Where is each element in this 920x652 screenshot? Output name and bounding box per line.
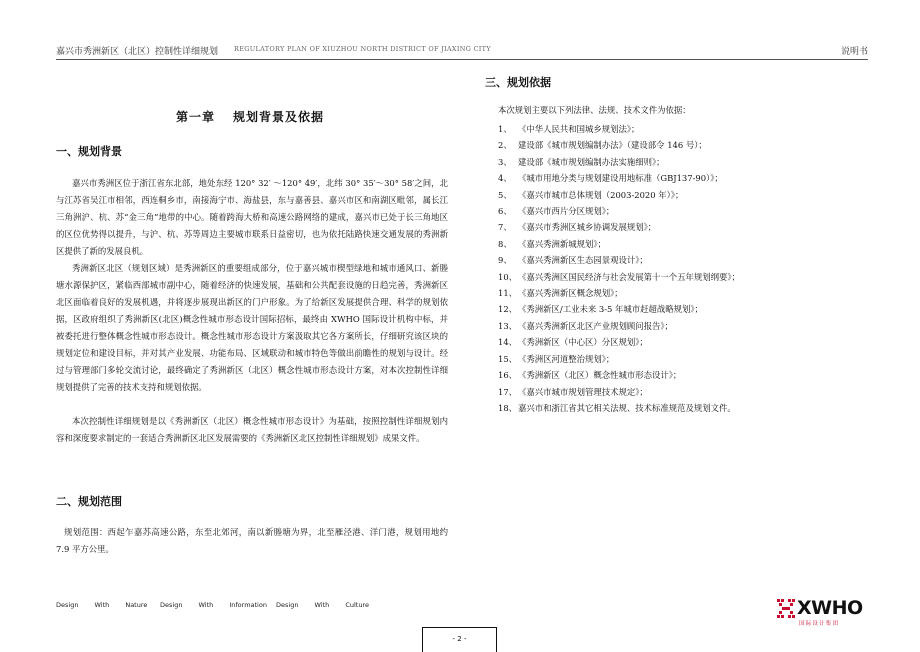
page-header xyxy=(56,44,868,58)
logo-subtitle: 国际设计集团 xyxy=(799,621,840,627)
footer-slogan-nature: Design With Nature xyxy=(56,601,148,609)
basis-item-text: 嘉兴市和浙江省其它相关法规、技术标准规范及规划文件。 xyxy=(518,402,736,413)
basis-item-number: 3、 xyxy=(498,156,512,167)
basis-item-number: 18、 xyxy=(498,402,518,413)
basis-list-item xyxy=(498,269,858,285)
header-title-en: REGULATORY PLAN OF XIUZHOU NORTH DISTRICT OF JIAXING CITY xyxy=(234,45,491,53)
basis-item-number: 6、 xyxy=(498,206,512,217)
basis-item-text: 建设部《城市规划编制办法实施细则》； xyxy=(518,156,665,167)
basis-item-number: 9、 xyxy=(498,255,512,266)
basis-item-text: 《嘉兴市西片分区规划》； xyxy=(518,206,615,217)
basis-item-text: 《秀洲新区（中心区）分区规划》； xyxy=(518,337,648,348)
basis-item-text: 《嘉兴秀洲新区概念规划》； xyxy=(518,288,623,299)
basis-list-item xyxy=(498,170,858,186)
basis-list-item xyxy=(498,384,858,400)
basis-list xyxy=(498,121,858,416)
chapter-heading xyxy=(176,108,324,125)
basis-list-item xyxy=(498,318,858,334)
basis-list-item xyxy=(498,351,858,367)
basis-list-item xyxy=(498,334,858,350)
chapter-number: 第一章 xyxy=(176,110,216,124)
basis-item-number: 8、 xyxy=(498,238,512,249)
header-doc-type: 说明书 xyxy=(840,47,868,57)
basis-item-number: 16、 xyxy=(498,370,518,381)
basis-item-number: 7、 xyxy=(498,222,512,233)
scope-paragraph: 规划范围：西起乍嘉苏高速公路，东至北郊河，南以新塍塘为界，北至雁泾港、洋门港，规划用地约 7.9 平方公里。 xyxy=(56,527,448,554)
basis-item-number: 5、 xyxy=(498,189,512,200)
background-paragraph-1: 嘉兴市秀洲区位于浙江省东北部，地处东经 120° 32′ ～120° 49′，北纬 30° 35′～30° 58′之间，北与江苏省吴江市相邻，西连桐乡市，南接海宁市、海盐县，东与嘉善县、嘉兴市区和南湖区毗邻，属长江三角洲沪、杭、苏“金三角”地带的中心。随着跨海大桥和高速公路网络的建成，嘉兴市已处于长三角地区的区位优势得以提升，与沪、杭、苏等周边主要城市联系日益密切，也为依托陆路快速交通发展的秀洲新区提供了新的发展良机。 xyxy=(56,178,448,256)
basis-item-text: 《秀洲区河道整治规划》； xyxy=(518,353,615,364)
basis-list-item xyxy=(498,121,858,137)
basis-item-text: 《嘉兴市城市规划管理技术规定》； xyxy=(518,386,648,397)
basis-list-item xyxy=(498,252,858,268)
basis-list-item xyxy=(498,187,858,203)
footer-slogan-information: Design With Information xyxy=(160,601,267,609)
basis-list-item xyxy=(498,203,858,219)
basis-item-text: 《嘉兴秀洲区国民经济与社会发展第十一个五年规划纲要》； xyxy=(518,271,740,282)
xwho-logo xyxy=(777,597,869,629)
basis-list-item xyxy=(498,367,858,383)
page-number-box xyxy=(422,627,497,652)
section-basis-title: 三、规划依据 xyxy=(485,76,551,89)
basis-item-number: 10、 xyxy=(498,271,518,282)
chapter-title: 规划背景及依据 xyxy=(233,110,325,124)
basis-list-item xyxy=(498,236,858,252)
logo-mark-icon xyxy=(777,598,795,620)
basis-item-number: 14、 xyxy=(498,337,518,348)
basis-item-text: 《嘉兴市秀洲区城乡协调发展规划》； xyxy=(518,222,657,233)
basis-list-item xyxy=(498,400,858,416)
basis-item-number: 4、 xyxy=(498,173,512,184)
basis-item-text: 《秀洲新区（北区）概念性城市形态设计》； xyxy=(518,370,682,381)
basis-intro: 本次规划主要以下列法律、法规、技术文件为依据： xyxy=(498,105,691,115)
basis-item-number: 12、 xyxy=(498,304,518,315)
basis-item-number: 13、 xyxy=(498,320,518,331)
basis-item-number: 1、 xyxy=(498,124,512,134)
footer-slogan-culture: Design With Culture xyxy=(276,601,369,609)
basis-item-text: 《中华人民共和国城乡规划法》； xyxy=(518,124,640,134)
section-background-title: 一、规划背景 xyxy=(56,145,122,158)
basis-item-number: 11、 xyxy=(498,288,518,299)
basis-list-item xyxy=(498,154,858,170)
basis-list-item xyxy=(498,285,858,301)
section-scope-title: 二、规划范围 xyxy=(56,495,122,508)
logo-brand: XWHO xyxy=(797,597,863,619)
basis-item-text: 《秀洲新区/工业未来 3-5 年城市赶超战略规划》； xyxy=(518,304,703,315)
background-paragraph-3: 本次控制性详细规划是以《秀洲新区（北区）概念性城市形态设计》为基础，按照控制性详细规划内容和深度要求制定的一套适合秀洲新区北区发展需要的《秀洲新区北区控制性详细规划》成果文件。 xyxy=(56,416,448,443)
header-divider xyxy=(56,59,868,60)
basis-item-text: 《嘉兴市城市总体规划（2003-2020 年）》； xyxy=(518,189,684,200)
background-paragraph-2: 秀洲新区北区（规划区域）是秀洲新区的重要组成部分，位于嘉兴城市楔型绿地和城市通风口、新塍塘水源保护区，紧临西部城市副中心，随着经济的快速发展，基础和公共配套设施的日趋完善，秀洲新区北区面临着良好的发展机遇，并将逐步展现出新区的门户形象。为了给新区发展提供合理、科学的规划依据，区政府组织了秀洲新区(北区)概念性城市形态设计国际招标，最终由 XWHO 国际设计机构中标，并被委托进行整体概念性城市形态设计。概念性城市形态设计方案汲取其它各方案所长，仔细研究该区块的规划定位和建设目标，并对其产业发展、功能布局、区域联动和城市特色等做出前瞻性的规划与设计。经过与管理部门多轮交流讨论，最终确定了秀洲新区（北区）概念性城市形态设计方案，对本次控制性详细规划提供了完善的技术支持和规划依据。 xyxy=(56,263,448,392)
page-number: - 2 - xyxy=(452,635,467,643)
basis-item-text: 《嘉兴秀洲新区生态园景观设计》； xyxy=(518,255,648,266)
basis-list-item xyxy=(498,137,858,153)
basis-item-number: 17、 xyxy=(498,386,518,397)
basis-item-text: 《嘉兴秀洲新城规划》； xyxy=(518,238,606,249)
basis-list-item xyxy=(498,301,858,317)
basis-item-number: 2、 xyxy=(498,140,512,151)
basis-item-number: 15、 xyxy=(498,353,518,364)
basis-item-text: 《嘉兴秀洲新区北区产业规划顾问报告》； xyxy=(518,320,673,331)
basis-list-item xyxy=(498,219,858,235)
basis-item-text: 《城市用地分类与规划建设用地标准（GBJ137-90）》； xyxy=(518,173,723,184)
basis-item-text: 建设部《城市规划编制办法》（建设部令 146 号）； xyxy=(518,140,707,151)
header-title-cn: 嘉兴市秀洲新区（北区）控制性详细规划 xyxy=(56,47,219,57)
